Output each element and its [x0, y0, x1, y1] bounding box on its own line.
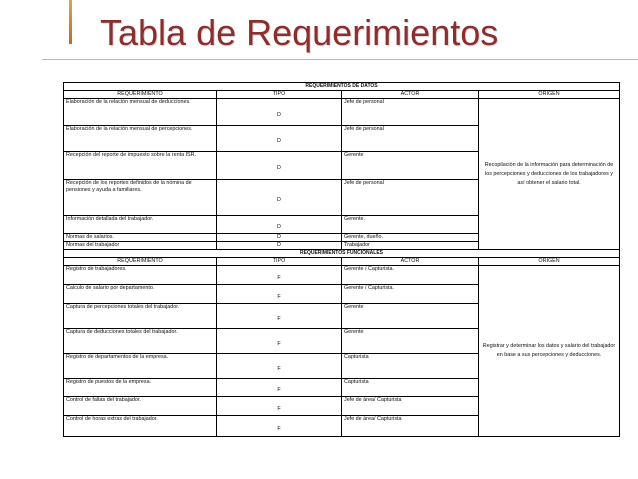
table-row [64, 266, 620, 285]
tipo-cell: D [217, 180, 342, 216]
actor-cell: Gerente / Capturista. [342, 266, 479, 285]
origin-cell-datos: Recopilación de la información para determinación de los percepciones y deducciones de los trabajadores y así obtener el salario total. [479, 99, 620, 250]
actor-cell: Jefe de área/ Capturista [342, 416, 479, 437]
section-header [64, 250, 620, 258]
req-cell: Normas de salarios. [64, 234, 217, 242]
actor-cell: Jefe de personal [342, 99, 479, 126]
req-cell: Elaboración de la relación mensual de percepciones. [64, 126, 217, 152]
tipo-cell: F [217, 379, 342, 397]
req-cell: Recepción del reporte de impuesto sobre la renta ISR. [64, 152, 217, 180]
col-origen: ORIGEN [479, 91, 620, 99]
requirements-table [63, 82, 620, 437]
tipo-cell: F [217, 304, 342, 329]
slide-title: Tabla de Requerimientos [100, 12, 499, 53]
col-requerimiento: REQUERIMIENTO [64, 91, 217, 99]
req-cell: Registro de trabajadores. [64, 266, 217, 285]
col-origen: ORIGEN [479, 258, 620, 266]
actor-cell: Jefe de personal [342, 126, 479, 152]
req-cell: Elaboración de la relación mensual de deducciones. [64, 99, 217, 126]
actor-cell: Gerente [342, 329, 479, 354]
req-cell: Control de faltas del trabajador. [64, 397, 217, 416]
section-title-funcionales: REQUERIMIENTOS FUNCIONALES [64, 250, 620, 258]
section-header [64, 83, 620, 91]
tipo-cell: D [217, 216, 342, 234]
accent-bar [69, 0, 72, 44]
actor-cell: Jefe de área/ Capturista [342, 397, 479, 416]
col-requerimiento: REQUERIMIENTO [64, 258, 217, 266]
section-title-datos: REQUERIMIENTOS DE DATOS [64, 83, 620, 91]
table-row [64, 99, 620, 126]
origin-cell-funcionales: Registrar y determinar los datos y salario del trabajador en base a sus percepciones y deducciones. [479, 266, 620, 437]
req-cell: Calculo de salario por departamento. [64, 285, 217, 304]
tipo-cell: F [217, 416, 342, 437]
tipo-cell: D [217, 99, 342, 126]
req-cell: Normas del trabajador [64, 242, 217, 250]
tipo-cell: D [217, 242, 342, 250]
actor-cell: Trabajador [342, 242, 479, 250]
req-cell: Información detallada del trabajador. [64, 216, 217, 234]
actor-cell: Jefe de personal [342, 180, 479, 216]
col-tipo: TIPO [217, 91, 342, 99]
tipo-cell: F [217, 397, 342, 416]
req-cell: Registro de departamentos de la empresa. [64, 354, 217, 379]
tipo-cell: D [217, 152, 342, 180]
column-header-row [64, 258, 620, 266]
title-divider [42, 59, 638, 60]
tipo-cell: F [217, 285, 342, 304]
actor-cell: Gerente, dueño. [342, 234, 479, 242]
req-cell: Recepción de los reportes definidos de la nómina de pensiones y ayuda a familiares. [64, 180, 217, 216]
actor-cell: Capturista [342, 354, 479, 379]
col-actor: ACTOR [342, 91, 479, 99]
actor-cell: Gerente [342, 304, 479, 329]
actor-cell: Gerente / Capturista. [342, 285, 479, 304]
tipo-cell: F [217, 329, 342, 354]
tipo-cell: F [217, 354, 342, 379]
req-cell: Captura de deducciones totales del trabajador. [64, 329, 217, 354]
tipo-cell: F [217, 266, 342, 285]
column-header-row [64, 91, 620, 99]
actor-cell: Gerente. [342, 216, 479, 234]
tipo-cell: D [217, 234, 342, 242]
col-tipo: TIPO [217, 258, 342, 266]
req-cell: Registro de puestos de la empresa. [64, 379, 217, 397]
req-cell: Control de horas extras del trabajador. [64, 416, 217, 437]
actor-cell: Capturista [342, 379, 479, 397]
actor-cell: Gerente [342, 152, 479, 180]
tipo-cell: D [217, 126, 342, 152]
req-cell: Captura de percepciones totales del trabajador. [64, 304, 217, 329]
col-actor: ACTOR [342, 258, 479, 266]
